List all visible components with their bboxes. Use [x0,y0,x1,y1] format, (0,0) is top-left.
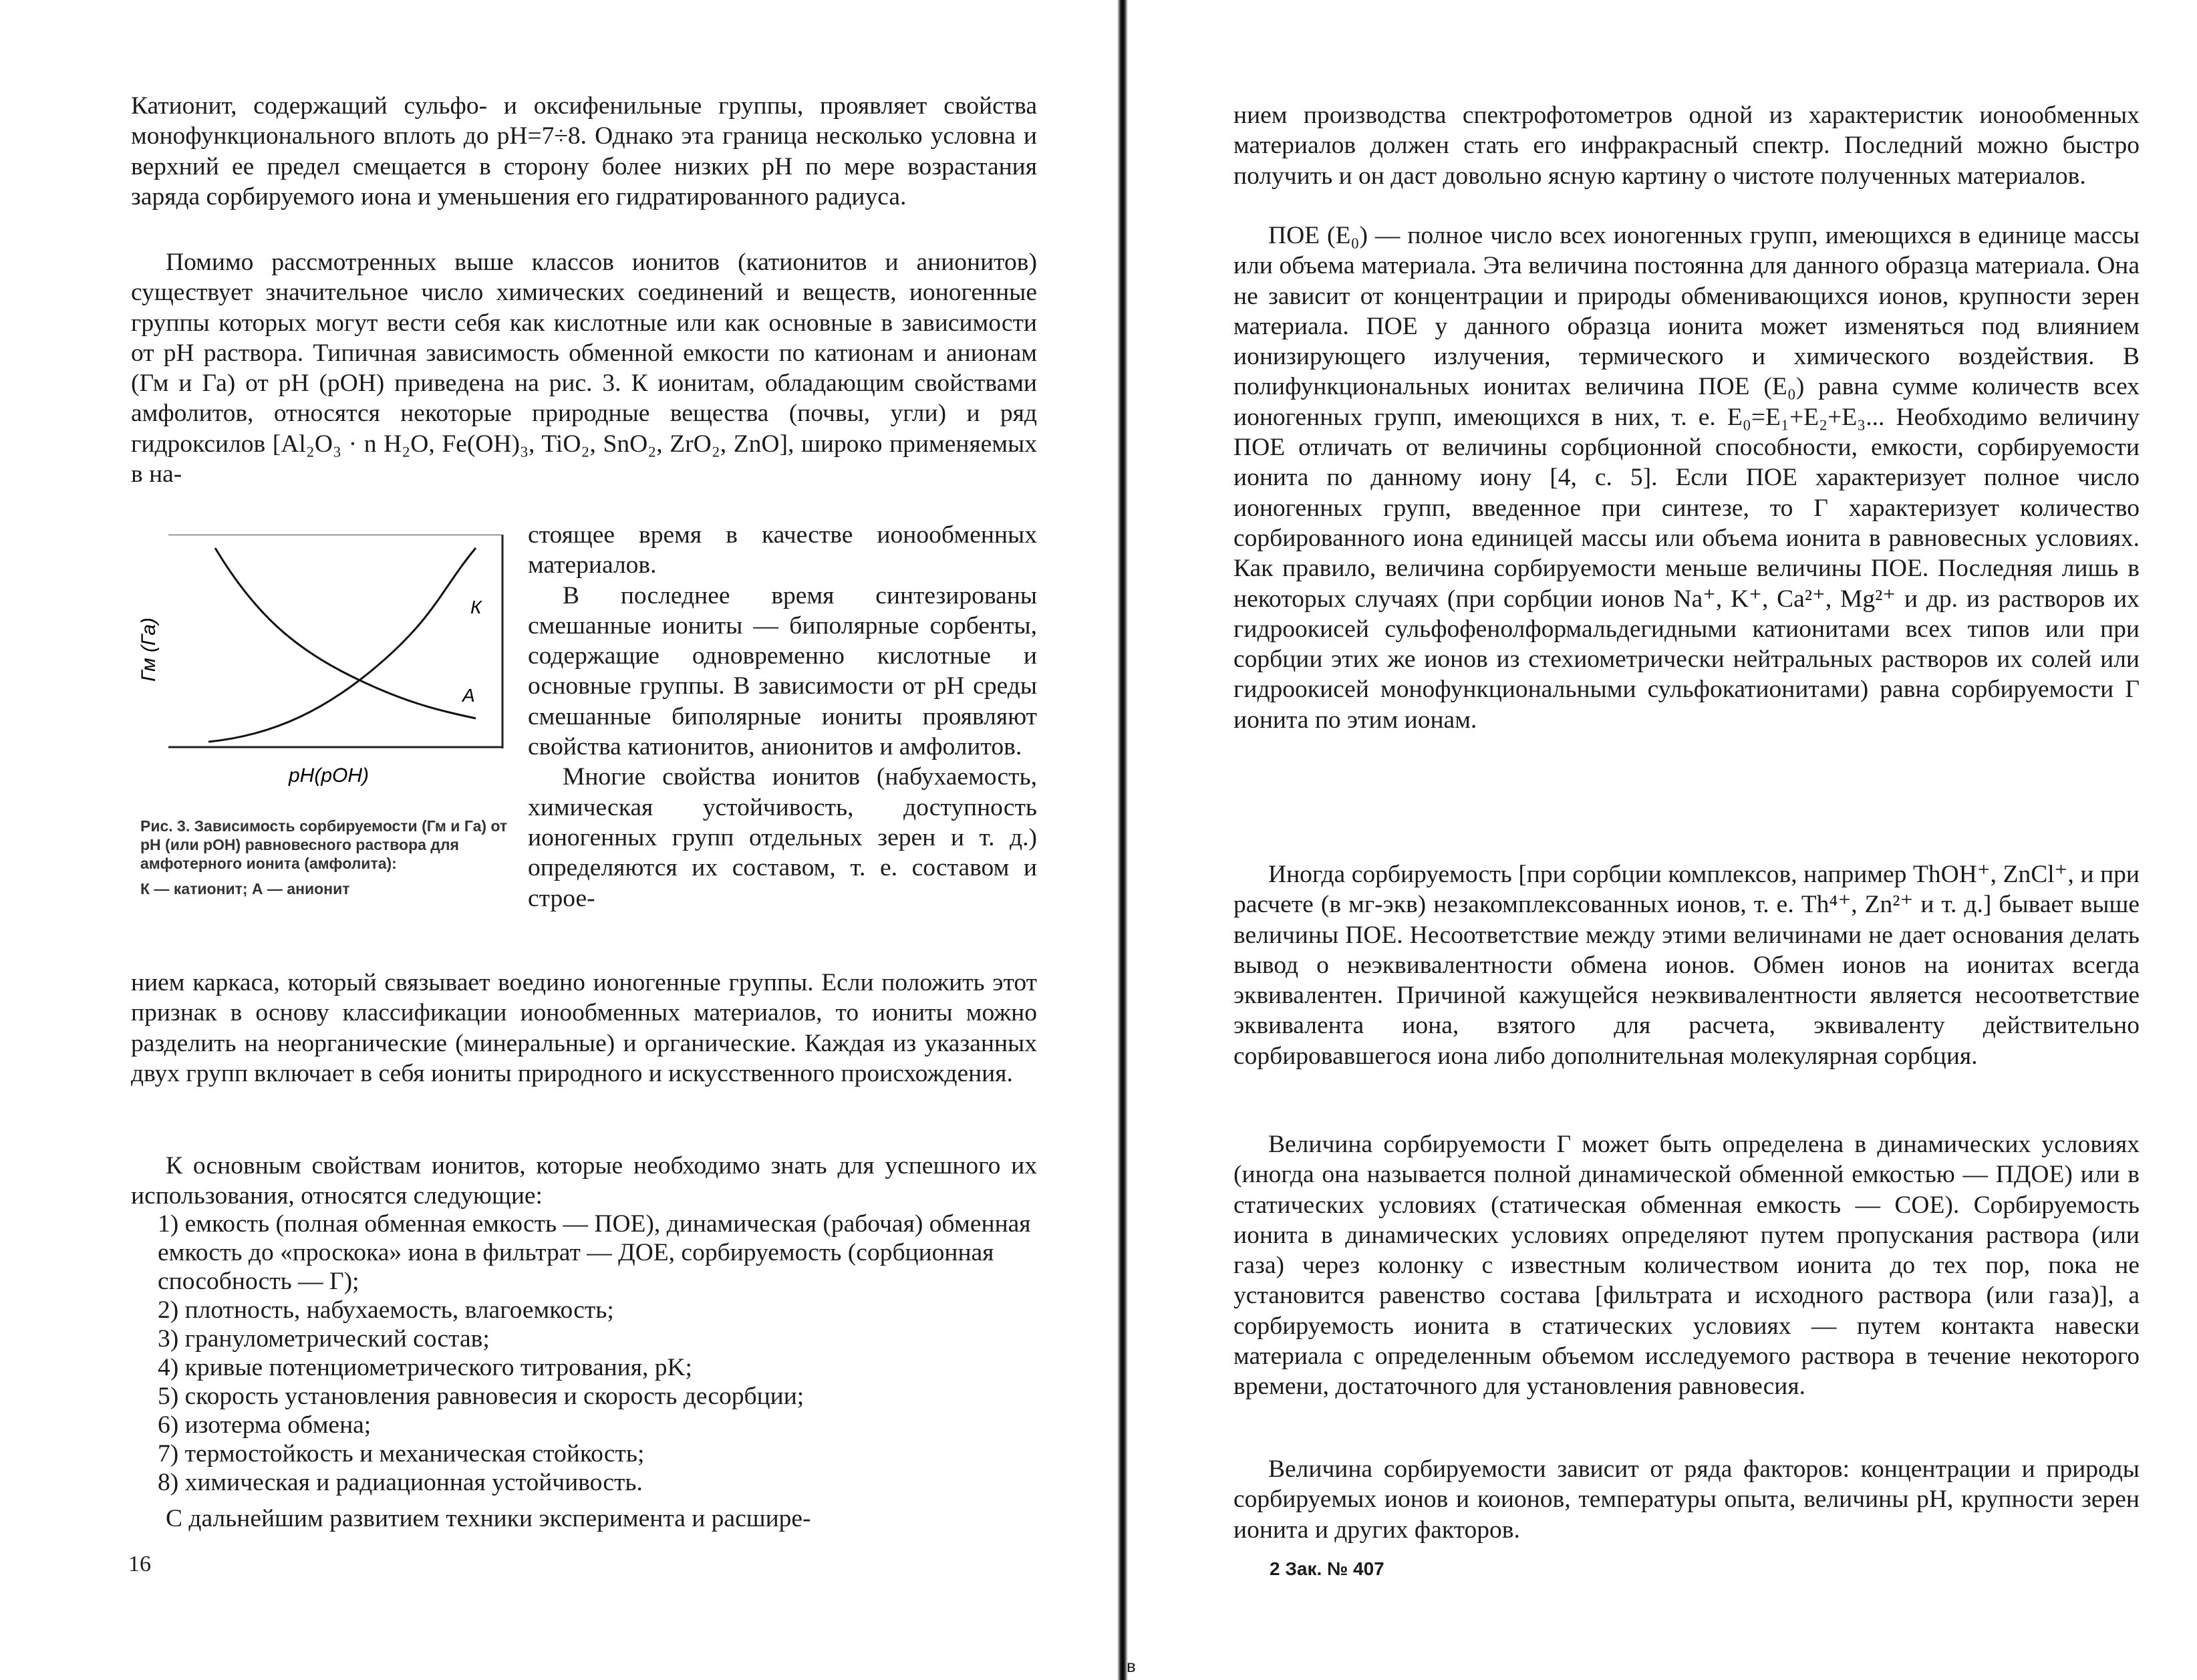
chart-y-label: Гм (Га) [138,617,160,682]
right-paragraph-5: Величина сорбируемости зависит от ряда факторов: концентрации и природы сорбируемых ионов и коионов, температуры опыта, величины pH, крупности зерен ионита и других факторов. [1233,1455,2140,1544]
side-text-2: В последнее время синтезированы смешанные иониты — биполярные сорбенты, содержащие одновременно кислотные и основные группы. В зависимости от pH среды смешанные биполярные иониты проявляют свойства катионитов, анионитов и амфолитов. [528,581,1037,761]
right-paragraph-2: ПОЕ (E₀) — полное число всех ионогенных групп, имеющихся в единице массы или объема материала. Эта величина постоянна для данного образца материала. Она не зависит от концентрации и природы обменивающихся ионов, крупности зерен материала. ПОЕ у данного образца ионита может изменяться под влиянием ионизирующего излучения, термического и химического воздействия. В полифункциональных ионитах величина ПОЕ (E₀) равна сумме количеств всех ионогенных групп, имеющихся в них, т. е. E₀=E₁+E₂+E₃... Необходимо величину ПОЕ отличать от величины сорбционной способности, емкости, сорбируемости ионита по данному иону [4, с. 5]. Если ПОЕ характеризует полное число ионогенных групп, введенное при синтезе, то Г характеризует количество сорбированного иона единицей массы или объема ионита в равновесных условиях. Как правило, величина сорбируемости меньше величины ПОЕ. Последняя лишь в некоторых случаях (при сорбции ионов Na⁺, K⁺, Ca²⁺, Mg²⁺ и др. из растворов их гидроокисей сульфофенолформальдегидными катионитами всех типов или при сорбции этих же ионов из стехиометрически нейтральных растворов их солей или гидроокисей монофункциональными сульфокатионитами) равна сорбируемости Г ионита по этим ионам. [1233,222,2140,734]
left-intro-paragraph: Катионит, содержащий сульфо- и оксифенильные группы, проявляет свойства монофункционального вплоть до pH=7÷8. Однако эта граница несколько условна и верхний ее предел смещается в сторону более низких pH по мере возрастания заряда сорбируемого иона и уменьшения его гидратированного радиуса. [131,92,1037,211]
list-item: 8) химическая и радиационная устойчивость. [158,1469,643,1496]
side-text-1: стоящее время в качестве ионообменных материалов. [528,521,1037,579]
anion-curve [215,548,476,718]
book-binding [1117,0,1128,1680]
chart-x-label: pH(pOH) [289,764,370,787]
list-item: 5) скорость установления равновесия и скорость десорбции; [158,1383,804,1410]
right-page [1136,0,2197,1680]
list-item: 7) термостойкость и механическая стойкость; [158,1440,645,1467]
left-side-column [528,520,1037,914]
right-paragraph-3: Иногда сорбируемость [при сорбции комплексов, например ThOH⁺, ZnCl⁺, и при расчете (в мг-экв) незакомплексованных ионов, т. е. Th⁴⁺, Zn²⁺ и т. д.] бывает выше величины ПОЕ. Несоответствие между этими величинами не дает основания делать вывод о неэквивалентности обмена ионов. Обмен ионов на ионитах всегда эквивалентен. Причиной кажущейся неэквивалентности является несоответствие эквивалента иона, взятого для расчета, эквиваленту действительно сорбировавшегося иона либо дополнительная молекулярная сорбция. [1233,861,2140,1070]
list-item: 3) гранулометрический состав; [158,1325,490,1353]
curve-k-label: К [470,597,482,617]
figure-3-chart [128,535,509,809]
binding-letter: в [1127,1656,1136,1676]
left-paragraph-5: С дальнейшим развитием техники эксперимента и расшире- [166,1505,811,1532]
page-number-left: 16 [128,1552,151,1576]
cation-curve [208,548,476,742]
left-paragraph-3: нием каркаса, который связывает воедино ионогенные группы. Если положить этот признак в основу классификации ионообменных материалов, то иониты можно разделить на неорганические (минеральные) и органические. Каждая из указанных двух групп включает в себя иониты природного и искусственного происхождения. [131,969,1037,1087]
side-text-3: Многие свойства ионитов (набухаемость, химическая устойчивость, доступность ионогенных групп отдельных зерен и т. д.) определяются их составом, т. е. составом и строе- [528,763,1037,912]
list-item: 6) изотерма обмена; [158,1411,372,1439]
figure-caption [140,817,515,898]
list-item: 1) емкость (полная обменная емкость — ПОЕ), динамическая (рабочая) обменная емкость до «проскока» иона в фильтрат — ДОЕ, сорбируемость (сорбционная способность — Г); [158,1210,1031,1295]
right-paragraph-1: нием производства спектрофотометров одной из характеристик ионообменных материалов должен стать его инфракрасный спектр. Последний можно быстро получить и он даст довольно ясную картину о чистоте полученных материалов. [1233,102,2140,190]
right-paragraph-4: Величина сорбируемости Г может быть определена в динамических условиях (иногда она называется полной динамической обменной емкостью — ПДОЕ) или в статических условиях (статическая обменная емкость — СОЕ). Сорбируемость ионита в динамических условиях определяют путем пропускания раствора (или газа) через колонку с известным количеством ионита до тех пор, пока не установится равенство состава [фильтрата и исходного раствора (или газа)], а сорбируемость ионита в статических условиях — путем контакта навески материала с определенным объемом исследуемого раствора в течение некоторого времени, достаточного для установления равновесия. [1233,1131,2140,1401]
curve-a-label: А [462,685,475,706]
properties-list [158,1210,1037,1497]
caption-legend: К — катионит; А — анионит [140,880,350,897]
footer-signature: 2 Зак. № 407 [1270,1558,1384,1579]
list-item: 2) плотность, набухаемость, влагоемкость; [158,1296,614,1324]
list-item: 4) кривые потенциометрического титрования, pK; [158,1354,692,1381]
left-paragraph-2: Помимо рассмотренных выше классов ионитов (катионитов и анионитов) существует значительное число химических соединений и веществ, ионогенные группы которых могут вести себя как кислотные или как основные в зависимости от pH раствора. Типичная зависимость обменной емкости по катионам и анионам (Гм и Га) от pH (pOH) приведена на рис. 3. К ионитам, обладающим свойствами амфолитов, относятся некоторые природные вещества (почвы, угли) и ряд гидроксилов [Al₂O₃ · n H₂O, Fe(OH)₃, TiO₂, SnO₂, ZrO₂, ZnO], широко применяемых в на- [131,249,1037,488]
left-paragraph-4: К основным свойствам ионитов, которые необходимо знать для успешного их использования, относятся следующие: [131,1152,1037,1210]
caption-text: Рис. 3. Зависимость сорбируемости (Гм и Га) от pH (или pOH) равновесного раствора для амфотерного ионита (амфолита): [140,817,508,872]
